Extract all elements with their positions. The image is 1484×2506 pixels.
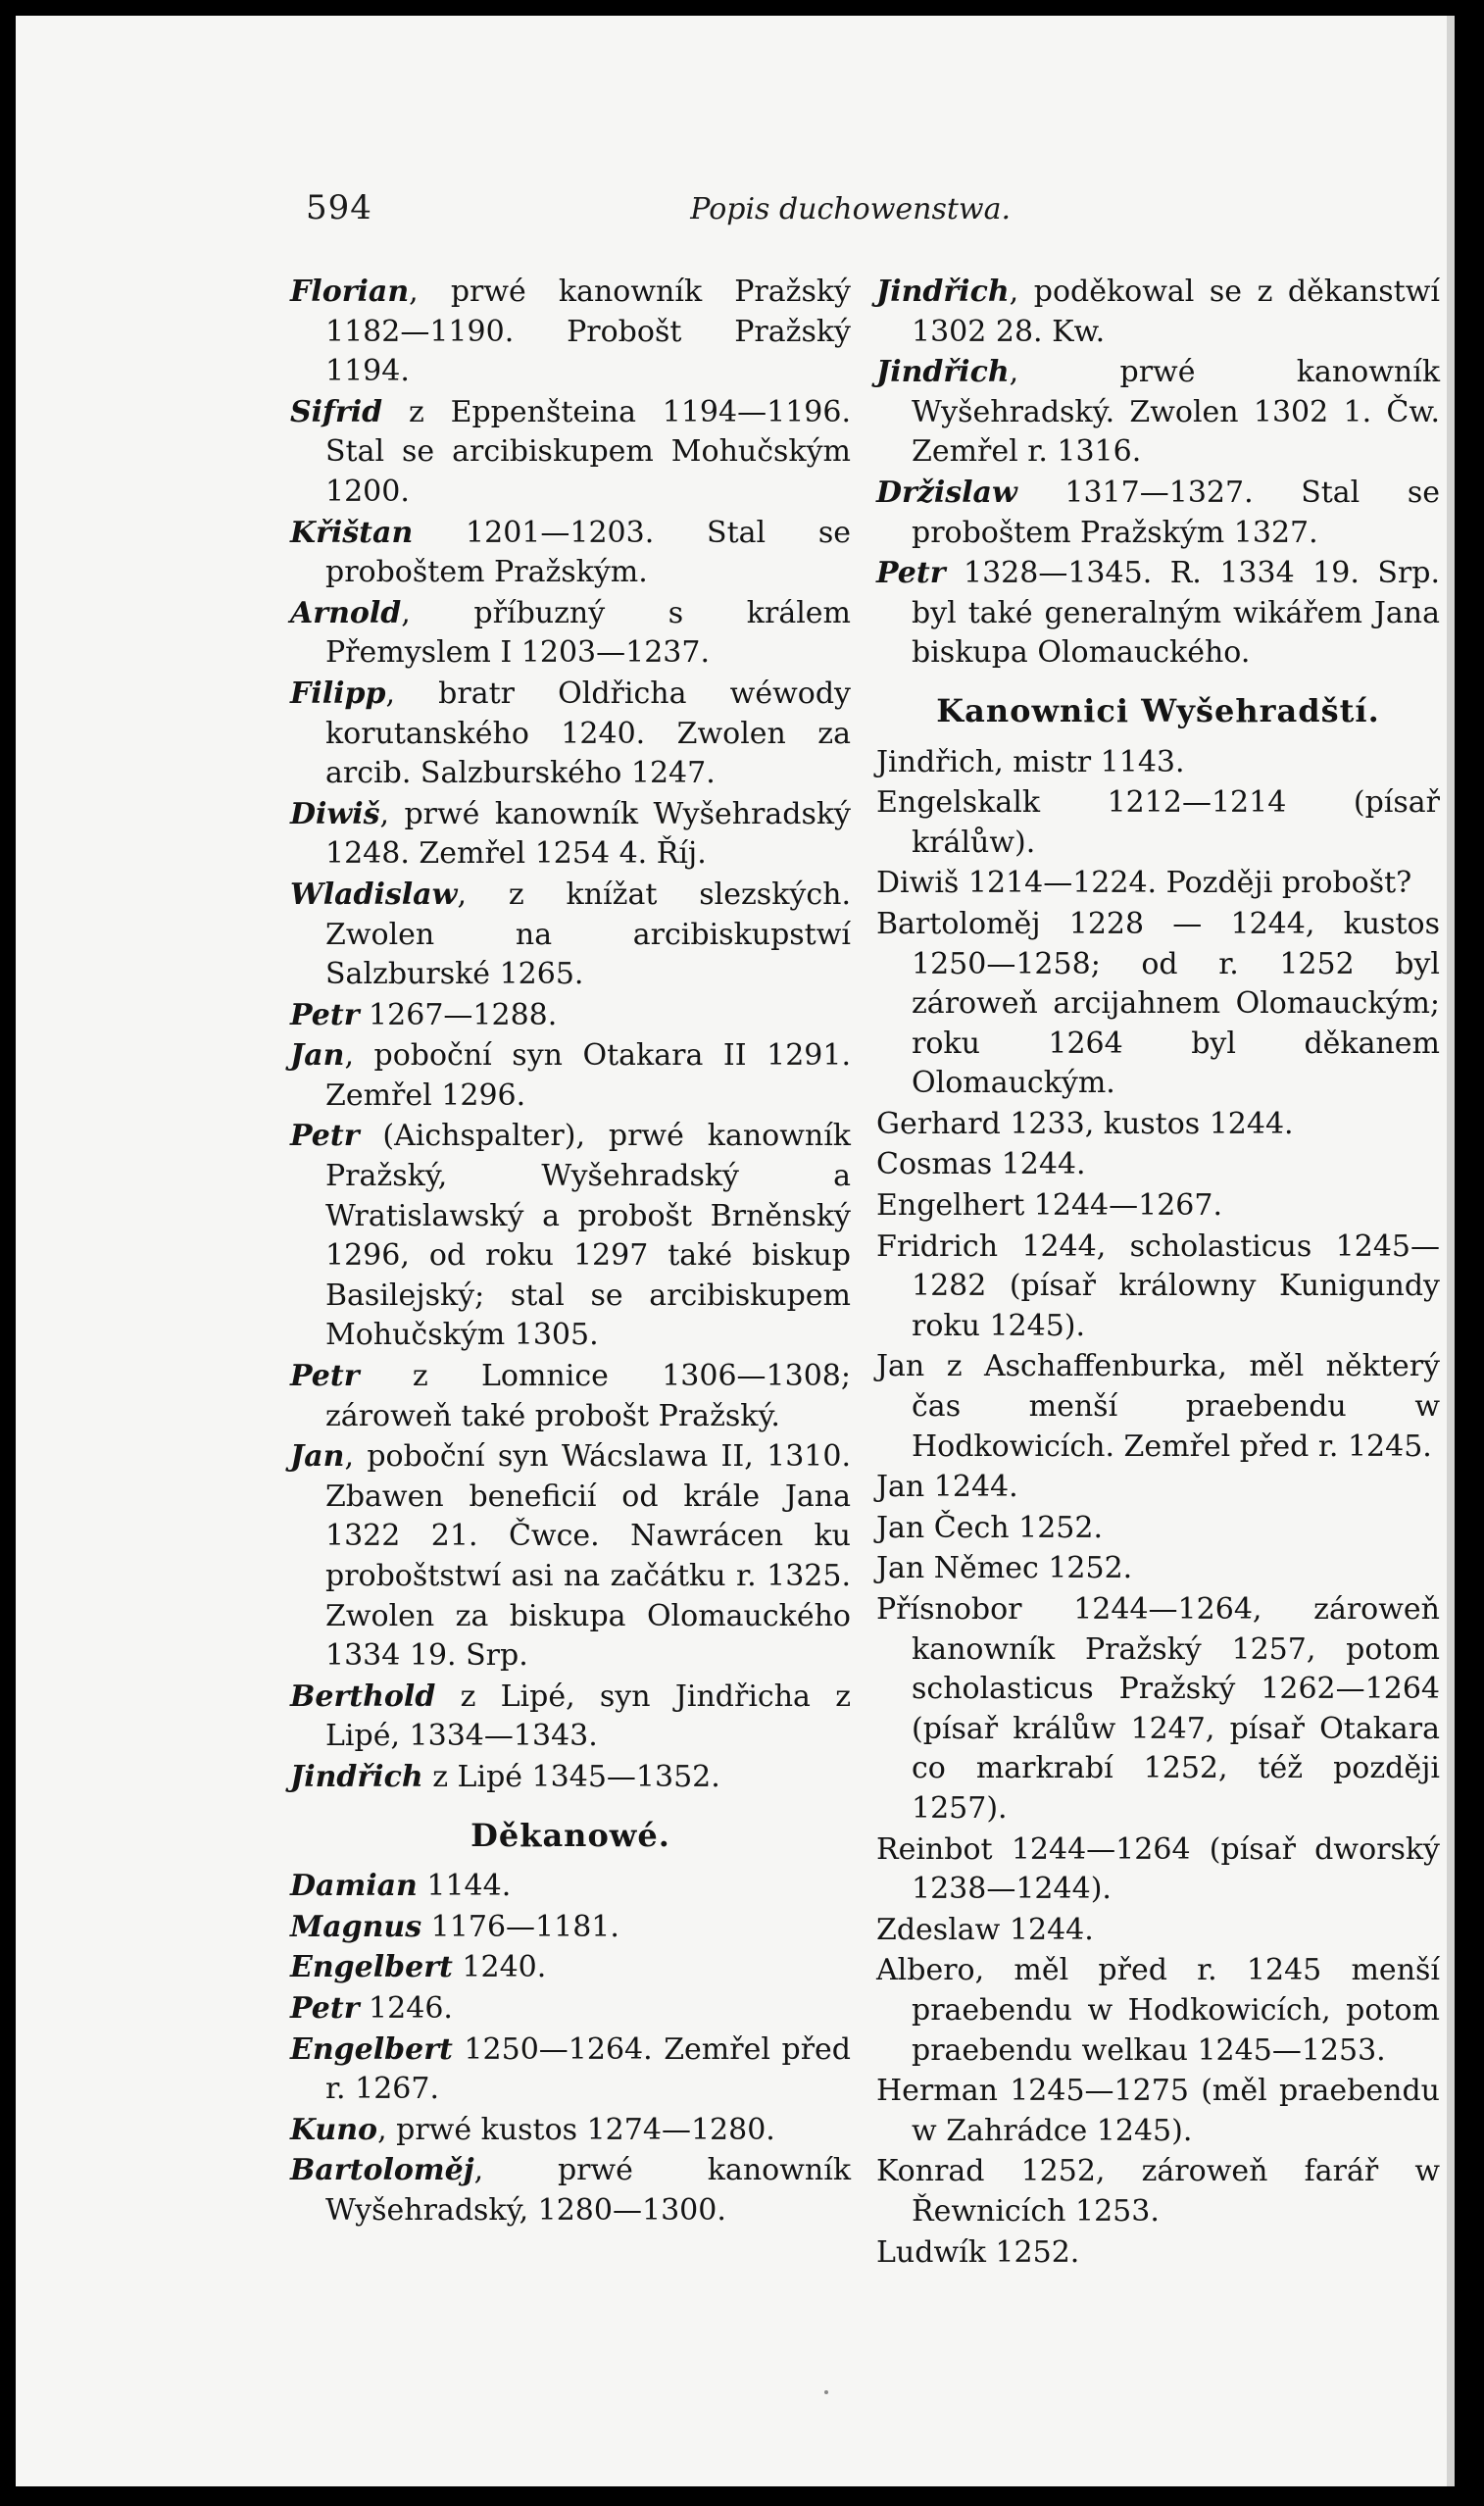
entry-text: 1250—1264. Zemřel před r. 1267. (325, 2031, 851, 2107)
entry-name: Držislaw (876, 475, 1017, 510)
page-number: 594 (306, 188, 372, 227)
entry-text: , prwé kanowník Pražský 1182—1190. Probošt Pražský 1194. (325, 275, 851, 389)
entry-name: Jindřich (876, 355, 1010, 390)
entry-text: , poděkowal se z děkanstwí 1302 28. Kw. (912, 275, 1440, 349)
entry-text: , prwé kanowník Wyšehradský, 1280—1300. (325, 2153, 851, 2228)
entry-text: z Eppenšteina 1194—1196. Stal se arcibiskupem Mohučským 1200. (325, 394, 851, 509)
canons-section-title: Kanownici Wyšehradští. (936, 691, 1380, 729)
entry-text: , bratr Oldřicha wéwody korutanského 1240. Zwolen za arcib. Salzburského 1247. (325, 676, 851, 791)
list-item (876, 474, 1440, 553)
right-column (876, 273, 1440, 2274)
entry-name: Jan (290, 1439, 345, 1475)
entry-text: , příbuzný s králem Přemyslem I 1203—1237. (325, 595, 851, 671)
entry-name: Engelbert (290, 2031, 453, 2067)
list-item (290, 2151, 851, 2230)
entry-name: Diwiš (290, 796, 380, 831)
list-item (290, 1867, 851, 1907)
entry-name: Engelbert (290, 1950, 453, 1985)
list-item: Jan Němec 1252. (876, 1551, 1133, 1586)
deans-list (290, 1867, 851, 2230)
entry-name: Kuno (290, 2112, 378, 2147)
entry-name: Bartoloměj (290, 2153, 474, 2188)
list-item (290, 1758, 851, 1798)
list-item (290, 795, 851, 875)
entry-text: 1176—1181. (421, 1909, 619, 1944)
entry-name: Florian (290, 275, 410, 309)
list-item (290, 996, 851, 1036)
list-item (290, 2030, 851, 2110)
list-item: Engelhert 1244—1267. (876, 1188, 1223, 1224)
entry-text: , prwé kanowník Wyšehradský 1248. Zemřel 1254 4. Říj. (325, 796, 851, 872)
list-item: Fridrich 1244, scholasticus 1245—1282 (písař králowny Kunigundy roku 1245). (876, 1228, 1440, 1343)
list-item: Jan 1244. (876, 1470, 1018, 1505)
list-item: Reinbot 1244—1264 (písař dworský 1238—1244). (876, 1831, 1440, 1907)
list-item (290, 1357, 851, 1436)
list-item: Herman 1245—1275 (měl praebendu w Zahrádce 1245). (876, 2074, 1440, 2148)
book-page (16, 16, 1455, 2486)
entry-text: z Lomnice 1306—1308; zároweň také probošt Pražský. (325, 1359, 851, 1433)
entry-name: Jan (290, 1038, 345, 1074)
entry-text: 1246. (359, 1990, 453, 2026)
entry-name: Petr (290, 1359, 360, 1394)
entry-name: Arnold (290, 595, 402, 630)
entry-text: 1144. (417, 1869, 512, 1904)
list-item: Engelskalk 1212—1214 (písař králůw). (876, 785, 1440, 860)
list-item (290, 594, 851, 674)
entry-text: z Lipé, syn Jindřicha z Lipé, 1334—1343. (325, 1679, 851, 1754)
entry-text: 1267—1288. (359, 997, 558, 1032)
list-item (290, 2111, 851, 2151)
entry-text: z Lipé 1345—1352. (422, 1759, 720, 1794)
list-item (876, 273, 1440, 352)
page-header (290, 180, 1011, 239)
entry-name: Petr (290, 1119, 360, 1154)
list-item: Přísnobor 1244—1264, zároweň kanowník Pražský 1257, potom scholasticus Pražský 1262—1264 (písař králůw 1247, písař Otakara co markrabí 1252, též později 1257). (876, 1592, 1440, 1826)
entry-name: Sifrid (290, 394, 383, 429)
entry-text: 1240. (452, 1950, 547, 1985)
entry-name: Petr (290, 997, 360, 1032)
list-item (290, 675, 851, 794)
left-column (290, 273, 851, 2232)
deans-section-title: Děkanowé. (470, 1816, 670, 1854)
canons-list (876, 743, 1440, 2274)
list-item: Konrad 1252, zároweň farář w Řewnicích 1253. (876, 2154, 1440, 2229)
list-item: Jan z Aschaffenburka, měl některý čas menší praebendu w Hodkowicích. Zemřel před r. 1245. (876, 1349, 1440, 1464)
entry-text: , poboční syn Otakara II 1291. Zemřel 1296. (325, 1038, 851, 1113)
list-item (290, 1948, 851, 1988)
entry-text: , prwé kustos 1274—1280. (377, 2112, 775, 2147)
list-item (290, 1036, 851, 1116)
entry-name: Petr (876, 556, 946, 591)
entry-text: , poboční syn Wácslawa II, 1310. Zbawen beneficií od krále Jana 1322 21. Čwce. Nawrácen ku proboštstwí asi na začátku r. 1325. Zwolen za biskupa Olomauckého 1334 19. Srp. (325, 1439, 851, 1674)
list-item: Jan Čech 1252. (876, 1510, 1104, 1545)
list-item: Jindřich, mistr 1143. (876, 744, 1185, 779)
list-item (876, 554, 1440, 674)
list-item: Ludwík 1252. (876, 2234, 1080, 2270)
list-item: Gerhard 1233, kustos 1244. (876, 1106, 1294, 1141)
entry-text: 1317—1327. Stal se proboštem Pražským 1327. (912, 475, 1440, 550)
entry-text: , z knížat slezských. Zwolen na arcibiskupstwí Salzburské 1265. (325, 877, 851, 992)
entry-name: Magnus (290, 1909, 422, 1944)
list-item: Cosmas 1244. (876, 1147, 1086, 1182)
list-item (290, 1908, 851, 1948)
list-item (290, 1678, 851, 1757)
paper-speck (824, 2390, 828, 2394)
list-item (290, 514, 851, 593)
list-item (876, 353, 1440, 473)
list-item (290, 1437, 851, 1677)
list-item: Bartoloměj 1228 — 1244, kustos 1250—1258; od r. 1252 byl zároweň arcijahnem Olomauckým; roku 1264 byl děkanem Olomauckým. (876, 906, 1440, 1101)
list-item (290, 273, 851, 392)
running-title: Popis duchowenstwa. (690, 192, 1011, 226)
list-item: Albero, měl před r. 1245 menší praebendu w Hodkowicích, potom praebendu welkau 1245—1253. (876, 1953, 1440, 2068)
list-item: Diwiš 1214—1224. Později probošt? (876, 866, 1412, 901)
entry-name: Jindřich (876, 275, 1010, 309)
entry-name: Křištan (290, 515, 414, 550)
list-item (290, 1989, 851, 2030)
list-item: Zdeslaw 1244. (876, 1912, 1094, 1947)
provosts-list (290, 273, 851, 1798)
entry-name: Wladislaw (290, 877, 458, 912)
entry-text: , prwé kanowník Wyšehradský. Zwolen 1302 1. Čw. Zemřel r. 1316. (912, 355, 1440, 470)
entry-name: Filipp (290, 676, 386, 711)
entry-name: Petr (290, 1990, 360, 2026)
entry-name: Damian (290, 1869, 418, 1904)
entry-text: 1328—1345. R. 1334 19. Srp. byl také generalným wikářem Jana biskupa Olomauckého. (912, 556, 1440, 671)
entry-text: 1201—1203. Stal se proboštem Pražským. (325, 515, 851, 590)
entry-name: Jindřich (290, 1759, 423, 1794)
list-item (290, 393, 851, 513)
entry-name: Berthold (290, 1679, 436, 1714)
deans-continued-list (876, 273, 1440, 674)
list-item (290, 876, 851, 995)
list-item (290, 1117, 851, 1356)
entry-text: (Aichspalter), prwé kanowník Pražský, Wyšehradský a Wratislawský a probošt Brněnský 1296, od roku 1297 také biskup Basilejský; stal se arcibiskupem Mohučským 1305. (325, 1119, 851, 1353)
